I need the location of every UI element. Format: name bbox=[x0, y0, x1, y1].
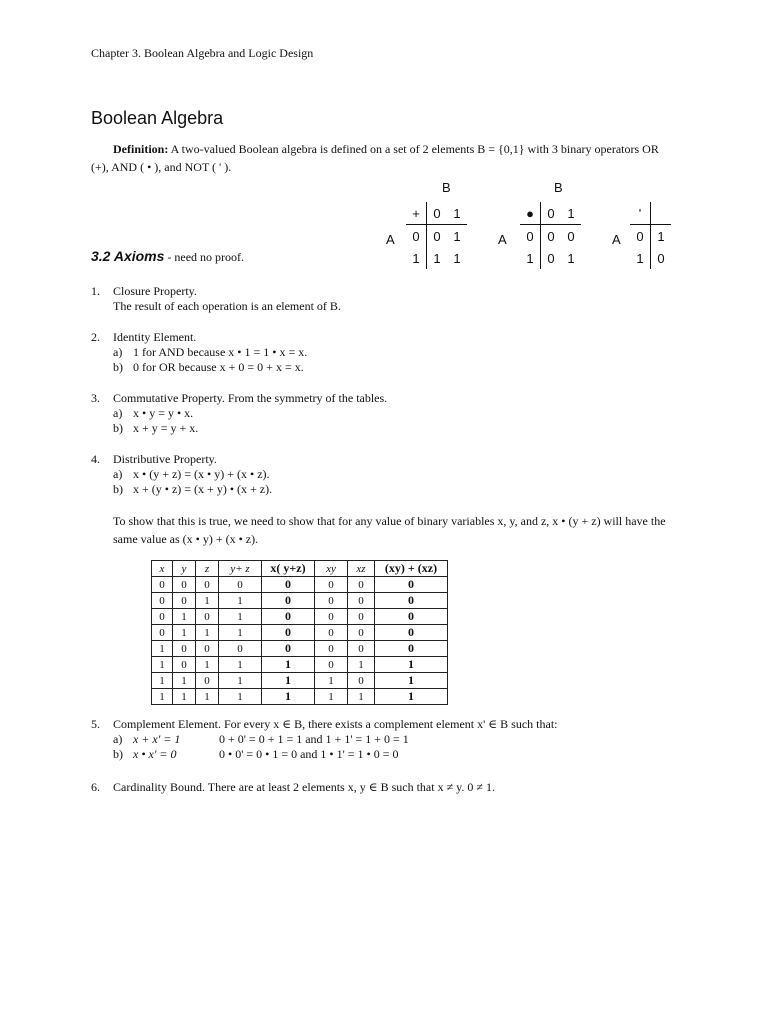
sub-item bbox=[113, 482, 272, 497]
table-cell: 0 bbox=[375, 609, 448, 625]
table-cell: 0 bbox=[315, 641, 348, 657]
column-header-value: 0 bbox=[541, 202, 562, 225]
sub-label: b) bbox=[113, 747, 123, 761]
row-header-value: 0 bbox=[630, 225, 651, 248]
table-cell: 1 bbox=[152, 673, 173, 689]
operator-symbol: ' bbox=[630, 202, 651, 225]
table-cell: 0 bbox=[315, 593, 348, 609]
column-header-value: 0 bbox=[427, 202, 448, 225]
table-cell: 0 bbox=[152, 625, 173, 641]
row-header-value: 0 bbox=[406, 225, 427, 248]
item-body bbox=[113, 717, 558, 762]
sub-label: a) bbox=[113, 406, 123, 420]
and-table bbox=[498, 180, 588, 270]
table-cell: 1 bbox=[196, 689, 219, 705]
item-body bbox=[113, 330, 307, 375]
table-row bbox=[152, 657, 448, 673]
column-header: y bbox=[173, 561, 196, 577]
row-header-value: 1 bbox=[520, 247, 541, 269]
axioms-heading bbox=[91, 248, 244, 265]
sub-label: a) bbox=[113, 467, 123, 481]
table-cell: 1 bbox=[375, 689, 448, 705]
column-variable-label: B bbox=[442, 180, 451, 195]
column-header-value bbox=[651, 202, 672, 225]
table-cell: 0 bbox=[348, 577, 375, 593]
row-header-value: 1 bbox=[406, 247, 427, 269]
table-cell: 0 bbox=[315, 577, 348, 593]
sub-text: x + y = y + x. bbox=[133, 421, 199, 435]
table-cell: 1 bbox=[196, 625, 219, 641]
table-cell: 0 bbox=[315, 625, 348, 641]
column-header: (xy) + (xz) bbox=[375, 561, 448, 577]
axioms-note: - need no proof. bbox=[164, 250, 245, 264]
table-row bbox=[152, 641, 448, 657]
column-header-value: 1 bbox=[447, 202, 467, 225]
table-cell: 0 bbox=[348, 609, 375, 625]
table-cell: 0 bbox=[152, 593, 173, 609]
table-cell: 1 bbox=[375, 673, 448, 689]
table-cell: 1 bbox=[152, 657, 173, 673]
sub-item bbox=[113, 406, 387, 421]
or-table bbox=[386, 180, 476, 270]
table-cell: 1 bbox=[375, 657, 448, 673]
table-cell: 0 bbox=[348, 625, 375, 641]
sub-example: 0 • 0' = 0 • 1 = 0 and 1 • 1' = 1 • 0 = 0 bbox=[219, 747, 399, 761]
sub-text: x + (y • z) = (x + y) • (x + z). bbox=[133, 482, 273, 496]
sub-label: b) bbox=[113, 482, 123, 496]
table-cell: 1 bbox=[219, 625, 262, 641]
item-line: Cardinality Bound. There are at least 2 elements x, y ∈ B such that x ≠ y. 0 ≠ 1. bbox=[113, 780, 495, 794]
table-cell: 0 bbox=[375, 625, 448, 641]
item-number: 3. bbox=[91, 391, 100, 405]
table-row bbox=[152, 689, 448, 705]
result-value: 0 bbox=[433, 228, 441, 244]
table-cell: 1 bbox=[173, 689, 196, 705]
column-header: z bbox=[196, 561, 219, 577]
table-cell: 1 bbox=[262, 673, 315, 689]
table-cell: 1 bbox=[173, 673, 196, 689]
item-number: 6. bbox=[91, 780, 100, 794]
column-header-value: 1 bbox=[561, 202, 581, 225]
row-variable-label: A bbox=[386, 232, 395, 247]
definition-text: A two-valued Boolean algebra is defined on a set of 2 elements B = {0,1} with 3 binary operators OR (+), AND ( • ), and NOT ( ' ). bbox=[91, 142, 659, 174]
table-cell: 0 bbox=[315, 609, 348, 625]
sub-label: a) bbox=[113, 345, 123, 359]
item-body bbox=[113, 452, 272, 497]
table-cell: 0 bbox=[173, 657, 196, 673]
table-cell: 0 bbox=[262, 641, 315, 657]
table-cell: 0 bbox=[173, 593, 196, 609]
result-value: 1 bbox=[657, 228, 665, 244]
table-cell: 0 bbox=[262, 577, 315, 593]
result-value: 1 bbox=[433, 250, 441, 266]
operator-grid bbox=[406, 202, 467, 269]
table-cell: 1 bbox=[262, 689, 315, 705]
table-cell: 0 bbox=[348, 673, 375, 689]
row-variable-label: A bbox=[498, 232, 507, 247]
operator-symbol: + bbox=[406, 202, 427, 225]
item-line: Complement Element. For every x ∈ B, there exists a complement element x' ∈ B such that: bbox=[113, 717, 558, 731]
table-cell: 0 bbox=[348, 593, 375, 609]
table-cell: 1 bbox=[173, 609, 196, 625]
operator-grid bbox=[520, 202, 581, 269]
table-row bbox=[152, 609, 448, 625]
table-row bbox=[152, 625, 448, 641]
table-cell: 0 bbox=[196, 577, 219, 593]
result-value: 1 bbox=[567, 250, 575, 266]
definition-paragraph bbox=[91, 140, 679, 176]
sub-item bbox=[113, 467, 272, 482]
column-header: x( y+z) bbox=[262, 561, 315, 577]
sub-label: b) bbox=[113, 421, 123, 435]
table-cell: 1 bbox=[219, 593, 262, 609]
sub-text: 1 for AND because x • 1 = 1 • x = x. bbox=[133, 345, 308, 359]
table-cell: 0 bbox=[375, 641, 448, 657]
table-cell: 0 bbox=[152, 609, 173, 625]
sub-example: 0 + 0' = 0 + 1 = 1 and 1 + 1' = 1 + 0 = 1 bbox=[219, 732, 409, 746]
table-cell: 0 bbox=[375, 577, 448, 593]
sub-text: x • (y + z) = (x • y) + (x • z). bbox=[133, 467, 270, 481]
table-row bbox=[152, 593, 448, 609]
sub-item bbox=[113, 732, 558, 747]
sub-item bbox=[113, 360, 307, 375]
column-header: xz bbox=[348, 561, 375, 577]
table-cell: 0 bbox=[262, 609, 315, 625]
axioms-title: 3.2 Axioms bbox=[91, 248, 165, 264]
operator-grid bbox=[630, 202, 671, 269]
table-cell: 1 bbox=[315, 689, 348, 705]
item-number: 4. bbox=[91, 452, 100, 466]
row-variable-label: A bbox=[612, 232, 621, 247]
not-table bbox=[612, 180, 682, 270]
sub-text: x • y = y • x. bbox=[133, 406, 194, 420]
table-cell: 0 bbox=[315, 657, 348, 673]
proof-paragraph: To show that this is true, we need to show that for any value of binary variables x, y, and z, x • (y + z) will have the same value as (x • y) + (x • z). bbox=[113, 514, 666, 546]
item-body bbox=[113, 780, 495, 795]
item-line: The result of each operation is an element of B. bbox=[113, 299, 341, 313]
table-cell: 0 bbox=[262, 625, 315, 641]
sub-label: b) bbox=[113, 360, 123, 374]
row-header-value: 1 bbox=[630, 247, 651, 269]
result-value: 1 bbox=[453, 250, 461, 266]
sub-label: a) bbox=[113, 732, 123, 746]
table-cell: 1 bbox=[196, 657, 219, 673]
result-value: 0 bbox=[567, 228, 575, 244]
truth-table bbox=[151, 560, 448, 705]
table-cell: 1 bbox=[219, 673, 262, 689]
table-cell: 1 bbox=[219, 609, 262, 625]
table-cell: 1 bbox=[348, 657, 375, 673]
table-cell: 0 bbox=[173, 577, 196, 593]
table-cell: 0 bbox=[173, 641, 196, 657]
table-cell: 0 bbox=[348, 641, 375, 657]
sub-equation: x + x' = 1 bbox=[133, 732, 181, 746]
table-cell: 1 bbox=[219, 689, 262, 705]
table-cell: 1 bbox=[196, 593, 219, 609]
item-number: 5. bbox=[91, 717, 100, 731]
item-body bbox=[113, 284, 341, 314]
item-number: 1. bbox=[91, 284, 100, 298]
sub-item bbox=[113, 421, 387, 436]
operator-symbol: ● bbox=[520, 202, 541, 225]
table-cell: 0 bbox=[219, 577, 262, 593]
item-line: Closure Property. bbox=[113, 284, 197, 298]
table-row bbox=[152, 673, 448, 689]
table-cell: 0 bbox=[196, 609, 219, 625]
column-variable-label: B bbox=[554, 180, 563, 195]
result-value: 0 bbox=[547, 250, 555, 266]
table-row bbox=[152, 577, 448, 593]
column-header: y+ z bbox=[219, 561, 262, 577]
item-body bbox=[113, 391, 387, 436]
sub-item bbox=[113, 345, 307, 360]
table-cell: 1 bbox=[152, 641, 173, 657]
column-header: x bbox=[152, 561, 173, 577]
table-cell: 1 bbox=[262, 657, 315, 673]
table-cell: 0 bbox=[152, 577, 173, 593]
sub-item bbox=[113, 747, 558, 762]
table-cell: 1 bbox=[315, 673, 348, 689]
table-cell: 1 bbox=[348, 689, 375, 705]
table-cell: 1 bbox=[173, 625, 196, 641]
item-line: Distributive Property. bbox=[113, 452, 217, 466]
table-cell: 0 bbox=[196, 641, 219, 657]
page-title: Boolean Algebra bbox=[91, 108, 224, 128]
item-line: Commutative Property. From the symmetry of the tables. bbox=[113, 391, 388, 405]
result-value: 0 bbox=[657, 250, 665, 266]
sub-equation: x • x' = 0 bbox=[133, 747, 177, 761]
table-cell: 0 bbox=[219, 641, 262, 657]
item-line: Identity Element. bbox=[113, 330, 197, 344]
result-value: 1 bbox=[453, 228, 461, 244]
definition-label: Definition: bbox=[113, 142, 169, 156]
column-header: xy bbox=[315, 561, 348, 577]
result-value: 0 bbox=[547, 228, 555, 244]
sub-text: 0 for OR because x + 0 = 0 + x = x. bbox=[133, 360, 304, 374]
table-cell: 0 bbox=[262, 593, 315, 609]
table-cell: 0 bbox=[196, 673, 219, 689]
item-number: 2. bbox=[91, 330, 100, 344]
table-cell: 1 bbox=[219, 657, 262, 673]
chapter-header: Chapter 3. Boolean Algebra and Logic Design bbox=[91, 46, 314, 60]
row-header-value: 0 bbox=[520, 225, 541, 248]
table-cell: 0 bbox=[375, 593, 448, 609]
table-cell: 1 bbox=[152, 689, 173, 705]
